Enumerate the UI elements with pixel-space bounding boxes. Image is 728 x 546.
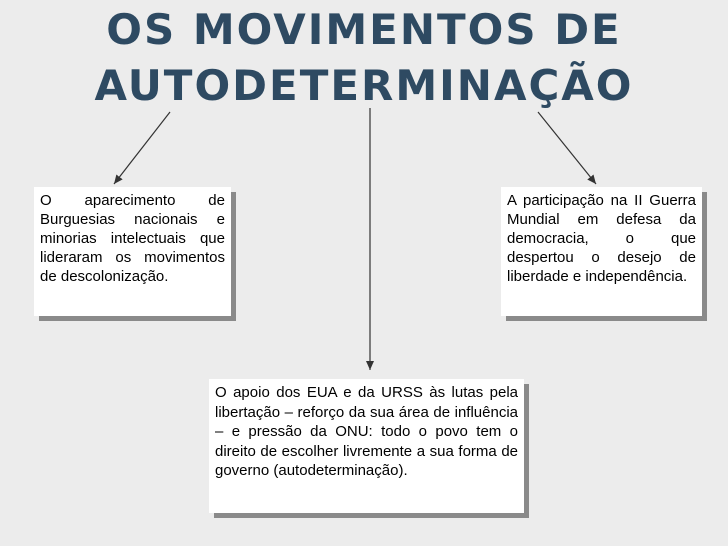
factor-box-world-war: A participação na II Guerra Mundial em defesa da democracia, o que despertou o desejo de liberdade e independência. [501,187,702,316]
factor-box-superpowers-onu: O apoio dos EUA e da URSS às lutas pela libertação – reforço da sua área de influência – e pressão da ONU: todo o povo tem o direito de escolher livremente a sua forma de governo (autodeterminação). [209,379,524,513]
arrow-to-left-box [114,112,170,184]
title-line-2: AUTODETERMINAÇÃO [94,61,634,110]
factor-box-bourgeoisie: O aparecimento de Burguesias nacionais e minorias intelectuais que lideraram os movimentos de descolonização. [34,187,231,316]
arrow-to-right-box [538,112,596,184]
title-line-1: OS MOVIMENTOS DE [106,5,622,54]
